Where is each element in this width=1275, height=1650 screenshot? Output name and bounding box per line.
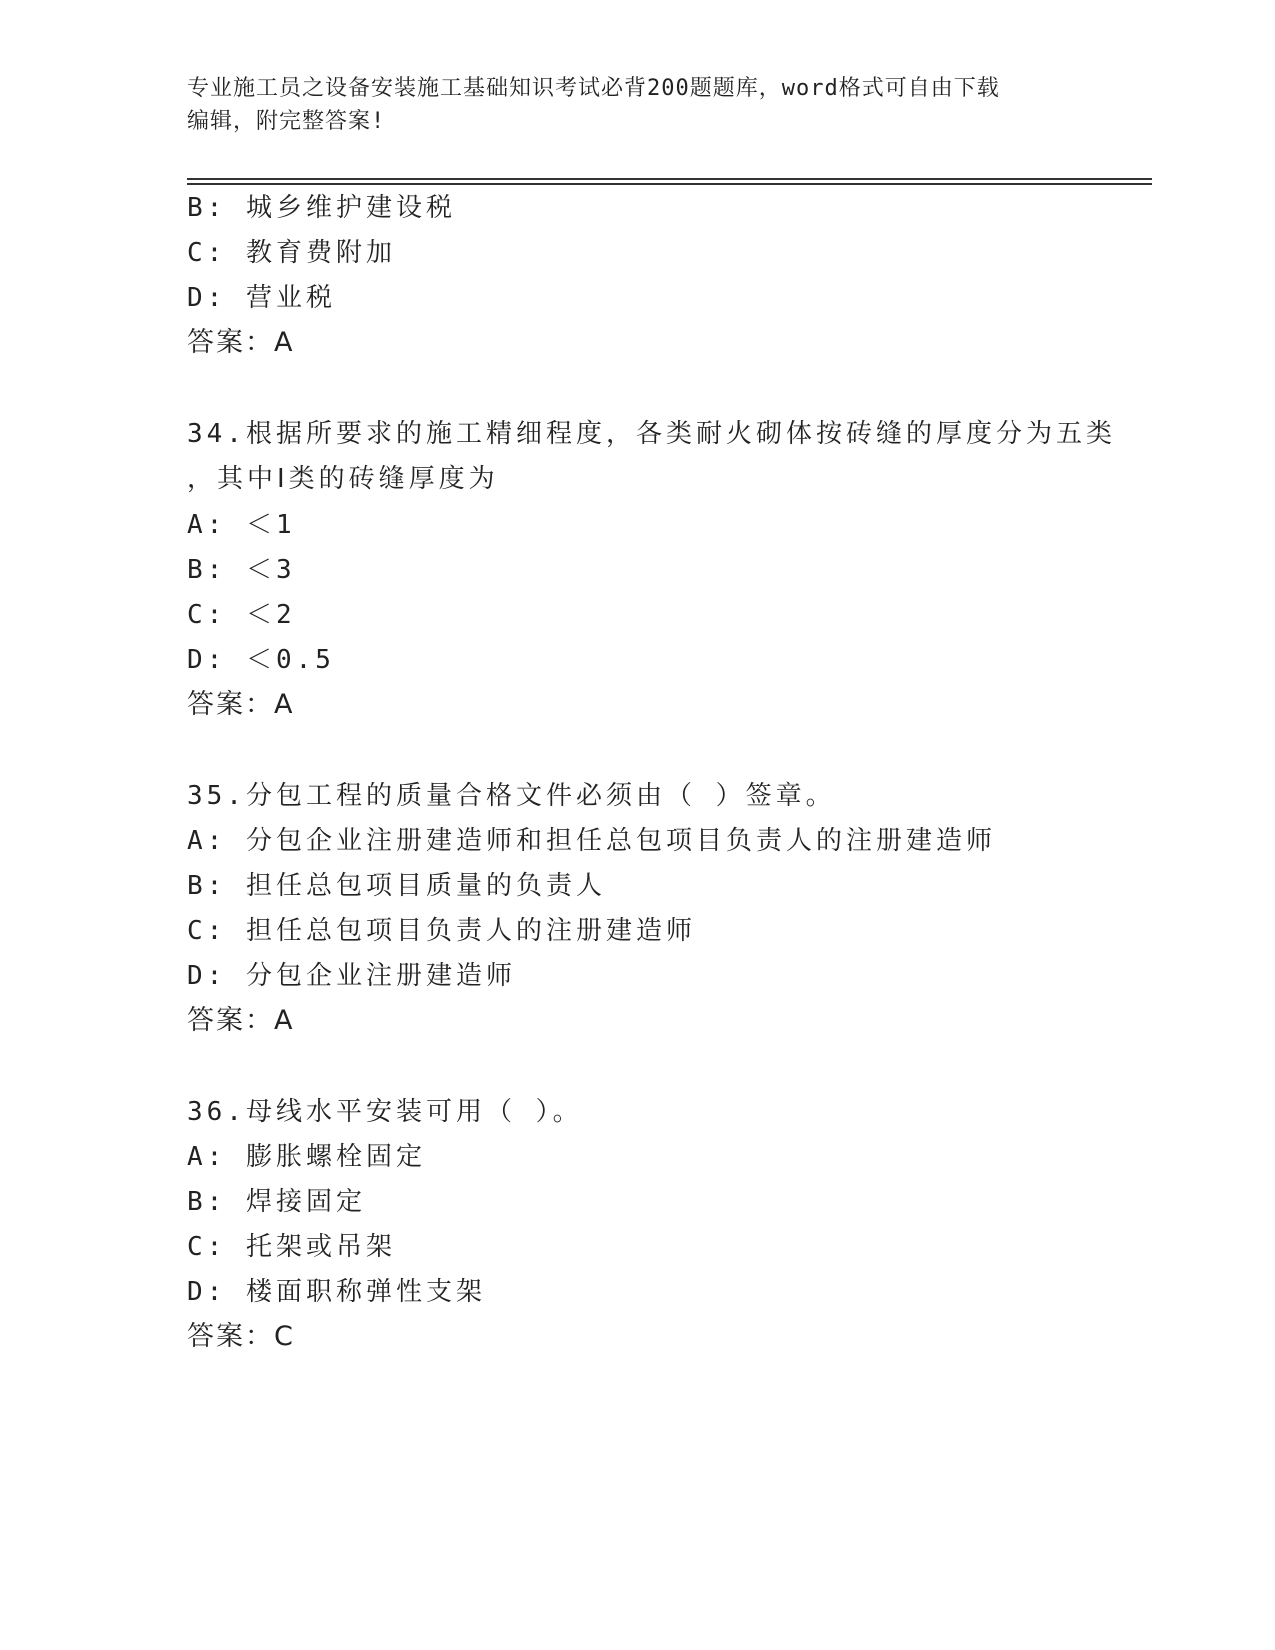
q35-option-b: B: 担任总包项目质量的负责人 (187, 871, 606, 901)
q36-option-a: A: 膨胀螺栓固定 (187, 1142, 426, 1172)
q36-option-b: B: 焊接固定 (187, 1187, 366, 1217)
q34-option-d: D: ＜0.5 (187, 645, 335, 675)
q34-option-b: B: ＜3 (187, 555, 296, 585)
header-divider-top (187, 178, 1152, 180)
document-header (187, 72, 1067, 138)
q34-question-line2: ，其中Ⅰ类的砖缝厚度为 (187, 464, 499, 494)
q34-option-a: A: ＜1 (187, 510, 296, 540)
q33-option-d: D: 营业税 (187, 283, 336, 313)
q34-question-line1: 34.根据所要求的施工精细程度，各类耐火砌体按砖缝的厚度分为五类 (187, 419, 1116, 449)
header-title-line2: 编辑，附完整答案! (187, 109, 386, 134)
q33-option-b: B: 城乡维护建设税 (187, 193, 456, 223)
q34-option-c: C: ＜2 (187, 600, 296, 630)
header-title-line1: 专业施工员之设备安装施工基础知识考试必背200题题库，word格式可自由下载 (187, 76, 1000, 101)
q36-question: 36.母线水平安装可用（ ）。 (187, 1097, 583, 1127)
q36-answer: 答案：C (187, 1321, 295, 1352)
q36-option-d: D: 楼面职称弹性支架 (187, 1277, 486, 1307)
q36-option-c: C: 托架或吊架 (187, 1232, 396, 1262)
q35-option-a: A: 分包企业注册建造师和担任总包项目负责人的注册建造师 (187, 826, 996, 856)
q33-option-c: C: 教育费附加 (187, 238, 396, 268)
q35-question: 35.分包工程的质量合格文件必须由（ ）签章。 (187, 781, 836, 811)
q34-answer: 答案：A (187, 689, 295, 720)
q33-answer: 答案：A (187, 327, 295, 358)
q35-option-c: C: 担任总包项目负责人的注册建造师 (187, 916, 696, 946)
q35-option-d: D: 分包企业注册建造师 (187, 961, 516, 991)
header-divider-bottom (187, 183, 1152, 185)
q35-answer: 答案：A (187, 1005, 295, 1036)
